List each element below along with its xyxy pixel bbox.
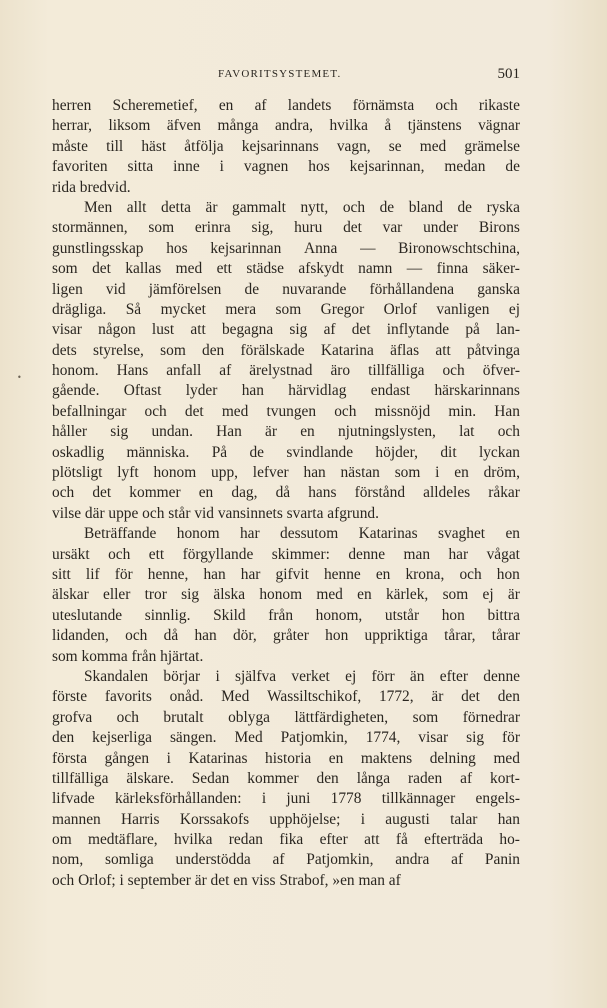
text-line: Beträffande honom har dessutom Katarinas svaghet en bbox=[84, 525, 520, 543]
text-line: Skandalen börjar i själfva verket ej förr än efter denne bbox=[84, 667, 520, 685]
margin-dot: • bbox=[17, 373, 22, 382]
text-line: gående. Oftast lyder han härvidlag endast härskarinnans bbox=[52, 382, 520, 400]
text-line: grofva och brutalt oblyga lättfärdigheten, som förnedrar bbox=[52, 708, 520, 726]
text-line: gunstlingsskap hos kejsarinnan Anna — Bironowschtschina, bbox=[52, 239, 520, 257]
text-line: dets styrelse, som den förälskade Katarina äflas att påtvinga bbox=[52, 341, 520, 359]
text-line: håller sig undan. Han är en njutningslysten, lat och bbox=[52, 423, 520, 441]
page-number: 501 bbox=[497, 66, 520, 82]
text-line: plötsligt lyft honom upp, lefver han nästan som i en dröm, bbox=[52, 464, 520, 482]
text-line: Men allt detta är gammalt nytt, och de bland de ryska bbox=[84, 198, 520, 216]
text-line: lidanden, och då han dör, gråter hon uppriktiga tårar, tårar bbox=[52, 627, 520, 645]
text-line: ursäkt och ett förgyllande skimmer: denne man har vågat bbox=[52, 545, 520, 563]
text-line: mannen Harris Korssakofs upphöjelse; i augusti talar han bbox=[52, 810, 520, 828]
text-line: första gången i Katarinas historia en maktens delning med bbox=[52, 749, 520, 767]
paragraph bbox=[52, 96, 520, 198]
text-line: och Orlof; i september är det en viss Strabof, »en man af bbox=[52, 871, 401, 889]
text-line: honom. Hans anfall af ärelystnad äro tillfälliga och öfver- bbox=[52, 362, 520, 380]
text-line: måste till häst åtfölja kejsarinnans vagn, se med grämelse bbox=[52, 137, 520, 155]
text-line: som det kallas med ett städse afskydt namn — finna säker- bbox=[52, 260, 520, 278]
text-line: herren Scheremetief, en af landets förnämsta och rikaste bbox=[52, 97, 520, 114]
text-line: älskar eller tror sig älska honom med en kärlek, som ej är bbox=[52, 586, 520, 604]
running-title: FAVORITSYSTEMET. bbox=[218, 68, 342, 80]
text-line: lifvade kärleksförhållanden: i juni 1778 tillkännager engels- bbox=[52, 790, 520, 808]
text-line: och det kommer en dag, då hans förstånd alldeles råkar bbox=[52, 484, 520, 502]
page-header bbox=[52, 66, 520, 84]
text-line: ligen vid jämförelsen de nuvarande förhållandena ganska bbox=[52, 280, 520, 298]
text-line: uteslutande sinnlig. Skild från honom, utstår hon bittra bbox=[52, 606, 520, 624]
paragraph bbox=[52, 524, 520, 667]
body-text bbox=[52, 96, 520, 891]
text-line: herrar, liksom äfven många andra, hvilka å tjänstens vägnar bbox=[52, 117, 520, 135]
text-line: drägliga. Så mycket mera som Gregor Orlof vanligen ej bbox=[52, 300, 520, 318]
text-line: visar någon lust att begagna sig af det inflytande på lan- bbox=[52, 321, 520, 339]
text-line: förste favorits onåd. Med Wassiltschikof, 1772, är det den bbox=[52, 688, 520, 706]
text-line: om medtäflare, hvilka redan fika efter att få efterträda ho- bbox=[52, 831, 520, 849]
text-line: som komma från hjärtat. bbox=[52, 647, 204, 665]
paragraph bbox=[52, 667, 520, 891]
text-line: befallningar och det med tvungen och missnöjd min. Han bbox=[52, 402, 520, 420]
paragraph bbox=[52, 198, 520, 524]
text-line: tillfälliga älskare. Sedan kommer den långa raden af kort- bbox=[52, 769, 520, 787]
text-line: favoriten sitta inne i vagnen hos kejsarinnan, medan de bbox=[52, 158, 520, 176]
text-line: stormännen, som erinra sig, huru det var under Birons bbox=[52, 219, 520, 237]
text-line: den kejserliga sängen. Med Patjomkin, 1774, visar sig för bbox=[52, 729, 520, 747]
text-line: sitt lif för henne, han har gifvit henne en krona, och hon bbox=[52, 565, 520, 583]
text-line: oskadlig människa. På de svindlande höjder, dit lyckan bbox=[52, 443, 520, 461]
text-line: rida bredvid. bbox=[52, 178, 131, 196]
text-line: vilse där uppe och står vid vansinnets svarta afgrund. bbox=[52, 504, 379, 522]
text-line: nom, somliga understödda af Patjomkin, andra af Panin bbox=[52, 851, 520, 869]
